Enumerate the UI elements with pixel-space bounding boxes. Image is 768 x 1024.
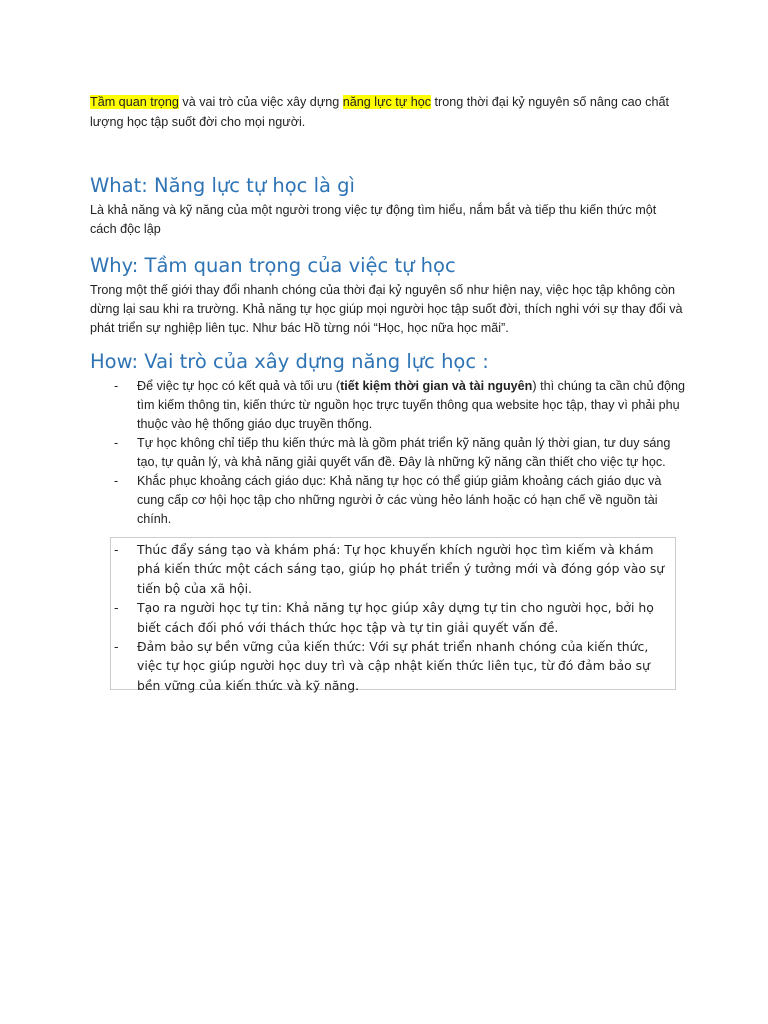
intro-text-1: và vai trò của việc xây dựng (178, 95, 343, 109)
dash-bullet: - (114, 639, 119, 655)
dash-bullet: - (114, 436, 119, 450)
dash-bullet: - (114, 542, 119, 557)
dash-bullet: - (114, 379, 119, 393)
box-list (111, 538, 675, 695)
box-list-item-2 (111, 598, 675, 637)
intro-paragraph (90, 92, 680, 132)
why-heading: Why: Tầm quan trọng của việc tự học (90, 254, 456, 277)
what-heading: What: Năng lực tự học là gì (90, 174, 355, 197)
dash-bullet: - (114, 600, 119, 616)
box-item-1-text: Thúc đẩy sáng tạo và khám phá: Tự học khuyến khích người học tìm kiếm và khám phá kiến thức một cách sáng tạo, giúp họ phát triển ý tưởng mới và đóng góp vào sự tiến bộ của xã hội. (137, 542, 665, 596)
how-item-3-text: Khắc phục khoảng cách giáo dục: Khả năng tự học có thể giúp giảm khoảng cách giáo dục và cung cấp cơ hội học tập cho những người ở các vùng hẻo lánh hoặc có hạn chế về nguồn tài chính. (137, 474, 662, 526)
box-list-item-1 (111, 540, 675, 598)
intro-highlight-self-learning: năng lực tự học (342, 95, 432, 109)
box-item-2-text: Tạo ra người học tự tin: Khả năng tự học giúp xây dựng tự tin cho người học, bởi họ biết cách đối phó với thách thức học tập và tự tin giải quyết vấn đề. (137, 600, 654, 635)
how-list (90, 377, 690, 529)
box-item-3-text: Đảm bảo sự bền vững của kiến thức: Với sự phát triển nhanh chóng của kiến thức, việc tự học giúp người học duy trì và cập nhật kiến thức liên tục, từ đó đảm bảo sự bền vững của kiến thức và kỹ năng. (137, 639, 650, 693)
box-list-item-3 (111, 637, 675, 695)
dash-bullet: - (114, 474, 119, 488)
intro-text-2: trong thời đại kỷ nguyên số nâng cao chất lượng học tập suốt đời cho mọi người. (90, 95, 669, 129)
intro-highlight-importance: Tầm quan trọng (90, 95, 179, 109)
what-body: Là khả năng và kỹ năng của một người trong việc tự động tìm hiểu, nắm bắt và tiếp thu kiến thức một cách độc lập (90, 203, 657, 236)
how-list-item-1 (90, 377, 690, 434)
why-body: Trong một thế giới thay đổi nhanh chóng của thời đại kỷ nguyên số như hiện nay, việc học tập không còn dừng lại sau khi ra trường. Khả năng tự học giúp mọi người học tập suốt đời, thích nghi với sự thay đổi và phát triển sự nghiệp liên tục. Như bác Hồ từng nói “Học, học nữa học mãi”. (90, 283, 683, 335)
how-item-1-post: ) thì chúng ta cần chủ động tìm kiếm thông tin, kiến thức từ nguồn học trực tuyến thông qua website học tập, thay vì phải phụ thuộc vào hệ thống giáo dục truyền thống. (137, 379, 686, 431)
how-list-item-2 (90, 434, 690, 472)
how-item-1-pre: Để việc tự học có kết quả và tối ưu ( (137, 379, 341, 393)
bordered-text-box (110, 537, 676, 693)
how-list-item-3 (90, 472, 690, 529)
how-heading: How: Vai trò của xây dựng năng lực học : (90, 350, 489, 373)
how-item-1-bold: tiết kiệm thời gian và tài nguyên (340, 379, 533, 393)
how-item-2-text: Tự học không chỉ tiếp thu kiến thức mà là gồm phát triển kỹ năng quản lý thời gian, tư duy sáng tạo, tự quản lý, và khả năng giải quyết vấn đề. Đây là những kỹ năng cần thiết cho việc tự học. (137, 436, 671, 469)
